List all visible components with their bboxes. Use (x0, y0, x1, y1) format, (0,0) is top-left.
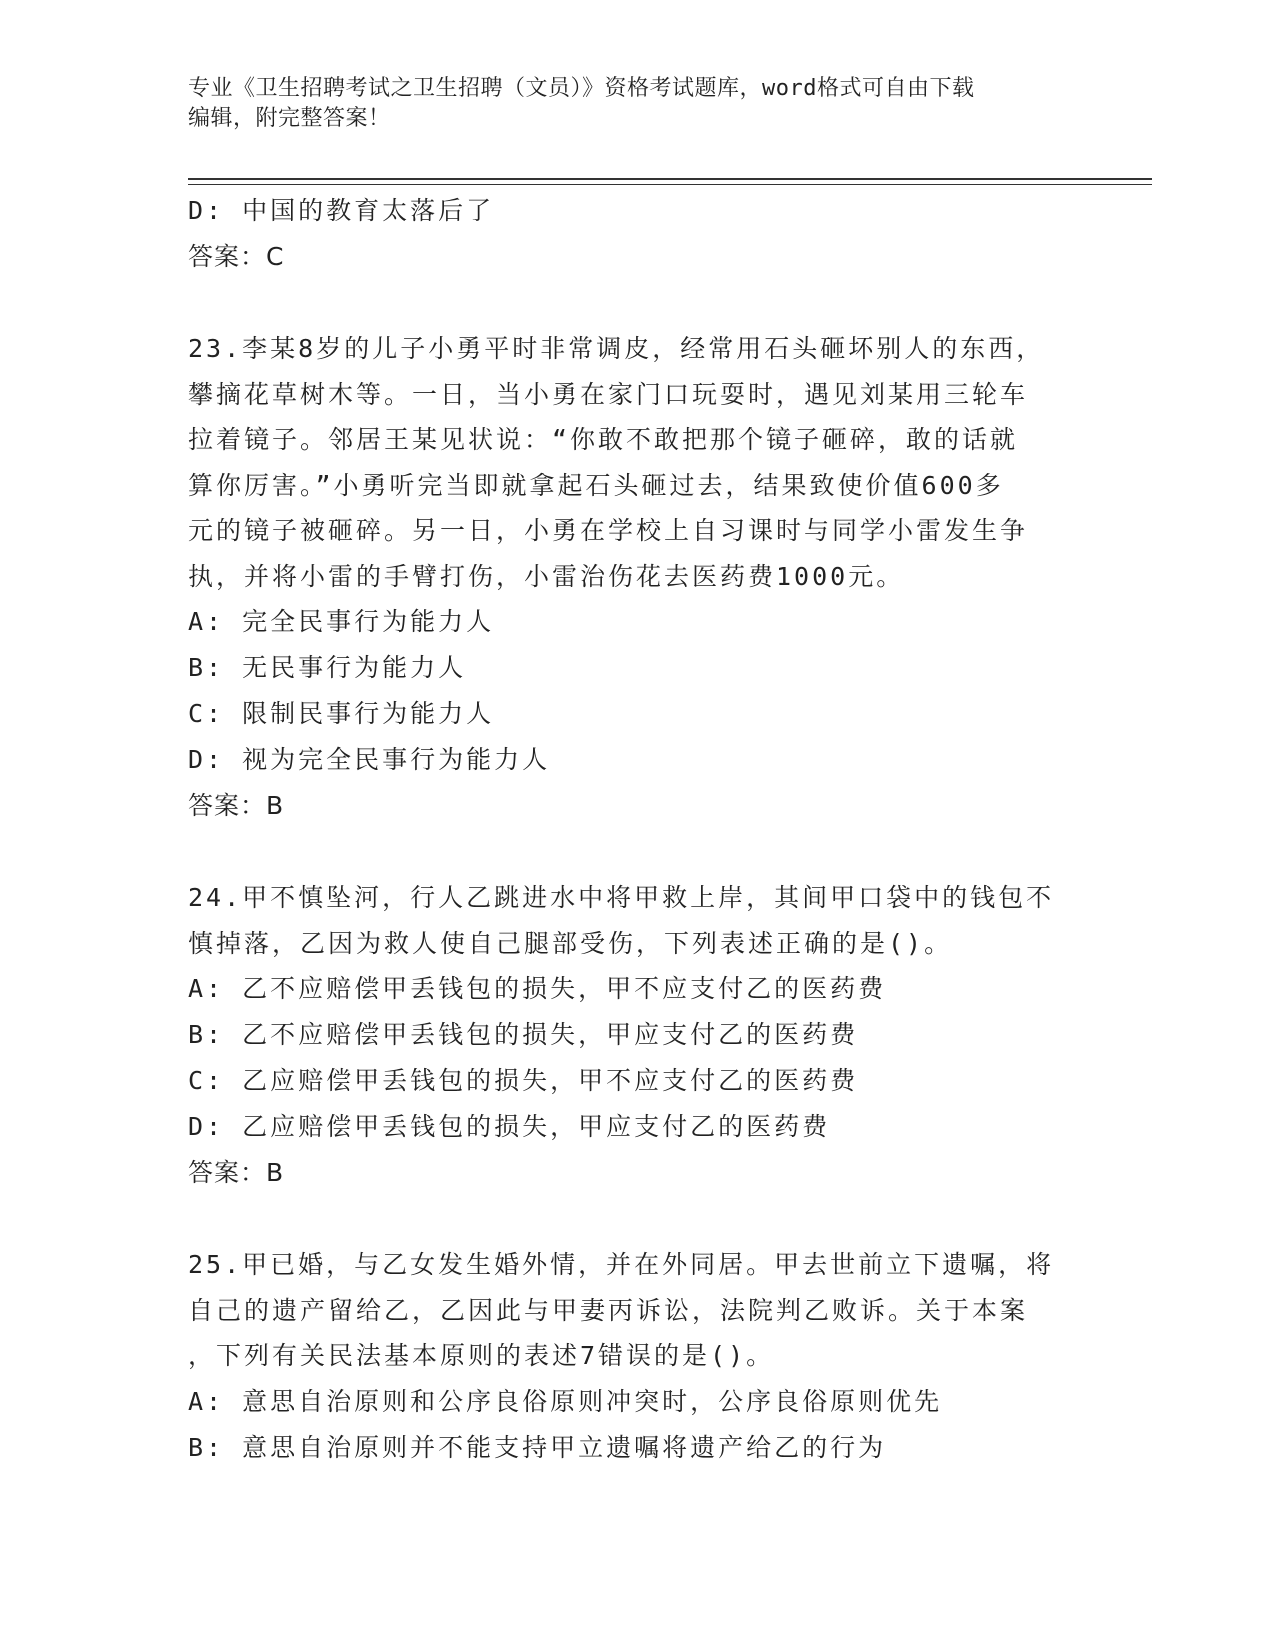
question-stem-line: 算你厉害。”小勇听完当即就拿起石头砸过去，结果致使价值600多 (188, 470, 1004, 500)
option-a: A: 完全民事行为能力人 (188, 607, 495, 636)
option-c: C: 乙应赔偿甲丢钱包的损失，甲不应支付乙的医药费 (188, 1066, 859, 1095)
question-stem-line: ，下列有关民法基本原则的表述7错误的是()。 (188, 1341, 775, 1370)
option-b: B: 无民事行为能力人 (188, 653, 467, 682)
option-a: A: 意思自治原则和公序良俗原则冲突时，公序良俗原则优先 (188, 1386, 943, 1416)
answer-line: 答案：C (188, 242, 285, 271)
question-25 (188, 1242, 1088, 1471)
option-b: B: 意思自治原则并不能支持甲立遗嘱将遗产给乙的行为 (188, 1432, 887, 1462)
document-body (188, 188, 1088, 1471)
document-header (188, 74, 1088, 134)
header-line-2: 编辑，附完整答案！ (188, 106, 391, 131)
header-rule-thin (188, 184, 1152, 185)
answer-line: 答案：B (188, 1158, 285, 1187)
question-stem-line: 攀摘花草树木等。一日，当小勇在家门口玩耍时，遇见刘某用三轮车 (188, 379, 1029, 409)
spacer (188, 1196, 1088, 1242)
question-stem-line: 元的镜子被砸碎。另一日，小勇在学校上自习课时与同学小雷发生争 (188, 516, 1029, 545)
spacer (188, 829, 1088, 875)
previous-question-tail (188, 188, 1088, 280)
option-a: A: 乙不应赔偿甲丢钱包的损失，甲不应支付乙的医药费 (188, 974, 887, 1003)
option-c: C: 限制民事行为能力人 (188, 699, 495, 728)
option-d: D: 中国的教育太落后了 (188, 196, 495, 225)
option-d: D: 视为完全民事行为能力人 (188, 745, 551, 774)
question-stem-line: 自己的遗产留给乙，乙因此与甲妻丙诉讼，法院判乙败诉。关于本案 (188, 1295, 1029, 1325)
spacer (188, 280, 1088, 326)
header-line-1: 专业《卫生招聘考试之卫生招聘（文员）》资格考试题库，word格式可自由下载 (188, 76, 975, 101)
question-stem-line: 拉着镜子。邻居王某见状说：“你敢不敢把那个镜子砸碎，敢的话就 (188, 425, 1019, 454)
option-b: B: 乙不应赔偿甲丢钱包的损失，甲应支付乙的医药费 (188, 1020, 859, 1049)
question-stem-line: 23.李某8岁的儿子小勇平时非常调皮，经常用石头砸坏别人的东西， (188, 334, 1045, 363)
question-stem-line: 25.甲已婚，与乙女发生婚外情，并在外同居。甲去世前立下遗嘱，将 (188, 1250, 1055, 1279)
question-23 (188, 326, 1088, 829)
question-stem-line: 慎掉落，乙因为救人使自己腿部受伤，下列表述正确的是()。 (188, 928, 953, 958)
answer-line: 答案：B (188, 791, 285, 820)
question-stem-line: 24.甲不慎坠河，行人乙跳进水中将甲救上岸，其间甲口袋中的钱包不 (188, 883, 1055, 912)
option-d: D: 乙应赔偿甲丢钱包的损失，甲应支付乙的医药费 (188, 1112, 831, 1141)
question-stem-line: 执，并将小雷的手臂打伤，小雷治伤花去医药费1000元。 (188, 561, 905, 591)
header-rule-thick (188, 178, 1152, 180)
question-24 (188, 875, 1088, 1196)
